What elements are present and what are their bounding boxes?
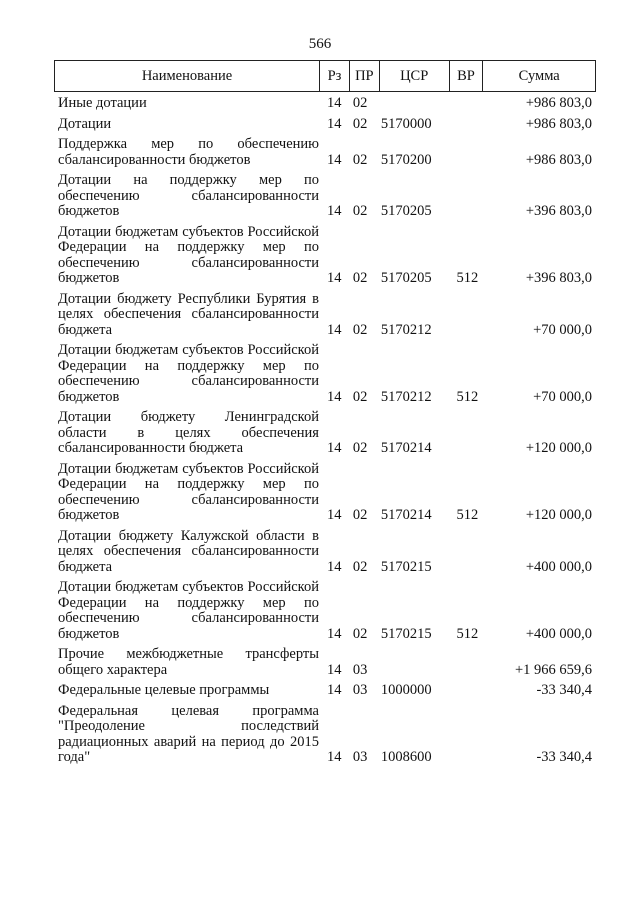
row-rz: 14 (326, 682, 342, 698)
row-sum: +70 000,0 (533, 321, 593, 338)
row-name: Федеральные целевые программы (58, 682, 270, 698)
row-pr: 02 (352, 203, 368, 219)
table-row (58, 580, 592, 642)
row-vr: 512 (456, 625, 479, 642)
header-sum: Сумма (518, 67, 560, 84)
row-name: Иные дотации (58, 95, 147, 111)
row-csr: 1008600 (380, 749, 432, 765)
row-csr: 5170215 (380, 625, 432, 642)
row-pr: 02 (352, 507, 368, 523)
row-sum: +1 966 659,6 (514, 661, 593, 678)
row-pr: 02 (352, 151, 368, 168)
row-rz: 14 (326, 95, 342, 111)
header-rz: Рз (320, 61, 350, 91)
row-rz: 14 (326, 203, 342, 219)
row-csr: 5170205 (380, 203, 432, 219)
header-name: Наименование (55, 61, 320, 91)
table-row (58, 647, 592, 678)
table-row (58, 137, 592, 168)
row-name: Дотации (58, 115, 112, 132)
row-rz: 14 (326, 749, 342, 765)
row-rz: 14 (326, 661, 342, 678)
row-vr: 512 (456, 388, 479, 405)
row-name: Поддержка мер по обеспечению сбалансированности бюджетов (58, 136, 319, 168)
row-rz: 14 (326, 321, 342, 338)
row-sum: +396 803,0 (525, 203, 593, 219)
row-sum: +70 000,0 (533, 388, 593, 405)
table-row (58, 529, 592, 576)
row-sum: -33 340,4 (536, 682, 593, 698)
row-pr: 02 (352, 115, 368, 132)
table-row (58, 225, 592, 287)
row-name: Дотации бюджетам субъектов Российской Федерации на поддержку мер по обеспечению сбалансированности бюджетов (58, 223, 319, 286)
table-row (58, 462, 592, 524)
row-name: Дотации бюджетам субъектов Российской Федерации на поддержку мер по обеспечению сбалансированности бюджетов (58, 342, 319, 405)
row-pr: 03 (352, 749, 368, 765)
row-name: Дотации на поддержку мер по обеспечению сбалансированности бюджетов (58, 172, 319, 219)
row-sum: +396 803,0 (525, 270, 593, 286)
table-body (58, 96, 592, 771)
row-csr: 5170200 (380, 151, 432, 168)
row-pr: 02 (352, 440, 368, 456)
page-number: 566 (308, 36, 332, 52)
row-pr: 03 (352, 682, 368, 698)
row-name: Дотации бюджетам субъектов Российской Федерации на поддержку мер по обеспечению сбалансированности бюджетов (58, 460, 319, 523)
row-csr: 5170214 (380, 507, 432, 523)
row-name: Дотации бюджетам субъектов Российской Федерации на поддержку мер по обеспечению сбалансированности бюджетов (58, 579, 319, 642)
header-csr: ЦСР (380, 61, 450, 91)
row-csr: 5170000 (380, 115, 432, 132)
row-csr: 5170205 (380, 270, 432, 286)
table-row (58, 117, 592, 133)
header-vr: ВР (450, 61, 484, 91)
row-rz: 14 (326, 558, 342, 575)
row-csr: 5170212 (380, 321, 432, 338)
row-pr: 03 (352, 661, 368, 678)
table-row (58, 173, 592, 220)
row-pr: 02 (352, 558, 368, 575)
row-csr: 5170215 (380, 558, 432, 575)
row-sum: +986 803,0 (525, 95, 593, 111)
row-pr: 02 (352, 270, 368, 286)
table-row (58, 343, 592, 405)
row-name: Дотации бюджету Калужской области в целях обеспечения сбалансированности бюджета (58, 527, 319, 575)
row-vr: 512 (456, 270, 479, 286)
row-pr: 02 (352, 95, 368, 111)
row-rz: 14 (326, 440, 342, 456)
row-vr: 512 (456, 507, 479, 523)
table-row (58, 96, 592, 112)
row-name: Дотации бюджету Ленинградской области в целях обеспечения сбалансированности бюджета (58, 409, 319, 456)
row-name: Прочие межбюджетные трансферты общего характера (58, 646, 319, 678)
header-pr: ПР (350, 61, 380, 91)
row-csr: 5170214 (380, 440, 432, 456)
row-rz: 14 (326, 388, 342, 405)
row-pr: 02 (352, 321, 368, 338)
table-header (54, 60, 596, 92)
table-row (58, 683, 592, 699)
table-row (58, 292, 592, 339)
row-csr: 5170212 (380, 388, 432, 405)
row-name: Дотации бюджету Республики Бурятия в целях обеспечения сбалансированности бюджета (58, 290, 319, 338)
row-pr: 02 (352, 625, 368, 642)
row-rz: 14 (326, 507, 342, 523)
row-sum: +986 803,0 (525, 151, 593, 168)
row-rz: 14 (326, 270, 342, 286)
table-row (58, 704, 592, 766)
row-sum: +986 803,0 (525, 115, 593, 132)
row-sum: +400 000,0 (525, 558, 593, 575)
row-name: Федеральная целевая программа "Преодоление последствий радиационных аварий на период до 2015 года" (58, 702, 319, 765)
row-sum: +120 000,0 (525, 507, 593, 523)
row-sum: +120 000,0 (525, 440, 593, 456)
row-sum: -33 340,4 (536, 749, 593, 765)
row-rz: 14 (326, 115, 342, 132)
table-row (58, 410, 592, 457)
row-rz: 14 (326, 625, 342, 642)
row-sum: +400 000,0 (525, 625, 593, 642)
row-csr: 1000000 (380, 682, 432, 698)
row-rz: 14 (326, 151, 342, 168)
row-pr: 02 (352, 388, 368, 405)
